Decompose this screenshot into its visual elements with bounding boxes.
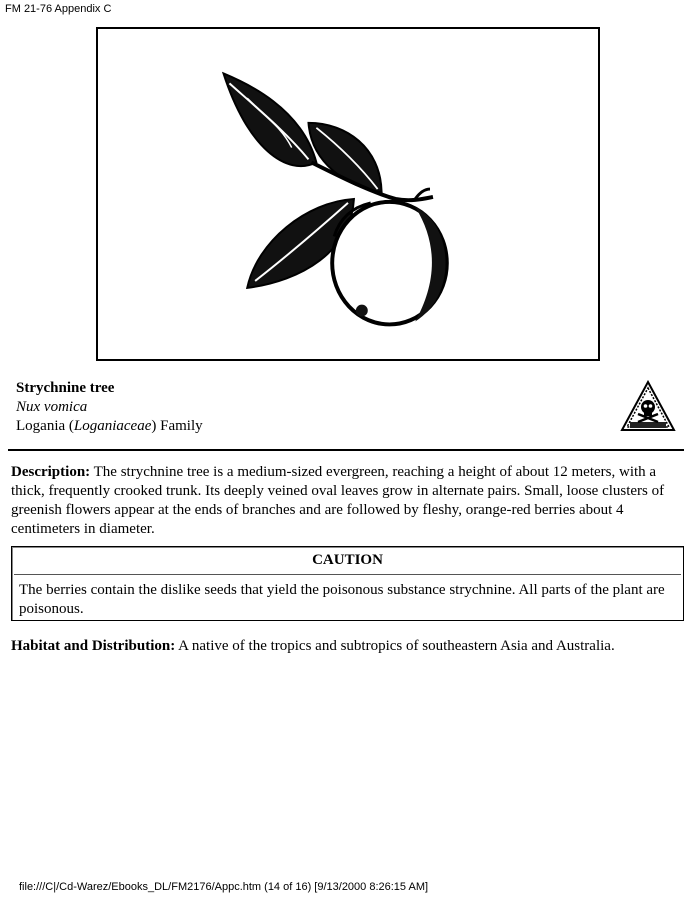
plant-illustration xyxy=(96,27,600,361)
plant-info xyxy=(16,379,203,436)
description-paragraph xyxy=(11,463,684,539)
habitat-paragraph xyxy=(11,637,684,656)
plant-family xyxy=(16,417,203,436)
plant-scientific-name: Nux vomica xyxy=(16,399,88,415)
page-header: FM 21-76 Appendix C xyxy=(5,3,112,15)
caution-box xyxy=(11,546,684,621)
description-label: Description: xyxy=(11,464,91,480)
family-prefix: Logania ( xyxy=(16,418,74,434)
description-text: The strychnine tree is a medium-sized evergreen, reaching a height of about 12 meters, with a thick, frequently crooked trunk. Its deeply veined oval leaves grow in alternate pairs. Small, loose clusters of greenish flowers appear at the ends of branches and are followed by fleshy, orange-red berries about 4 centimeters in diameter. xyxy=(11,464,665,537)
page-footer: file:///C|/Cd-Warez/Ebooks_DL/FM2176/Appc.htm (14 of 16) [9/13/2000 8:26:15 AM] xyxy=(19,881,429,893)
plant-common-name: Strychnine tree xyxy=(16,380,115,396)
caution-title: CAUTION xyxy=(312,552,383,568)
family-suffix: ) Family xyxy=(151,418,203,434)
family-latin: Loganiaceae xyxy=(73,418,152,434)
poison-skull-icon xyxy=(620,380,676,432)
poison-badge xyxy=(620,380,676,432)
habitat-label: Habitat and Distribution: xyxy=(11,638,176,654)
habitat-text: A native of the tropics and subtropics of southeastern Asia and Australia. xyxy=(175,638,615,654)
strychnine-fruit-icon xyxy=(98,29,598,359)
caution-body: The berries contain the dislike seeds that yield the poisonous substance strychnine. All parts of the plant are poisonous. xyxy=(19,582,665,617)
section-divider xyxy=(8,449,684,451)
